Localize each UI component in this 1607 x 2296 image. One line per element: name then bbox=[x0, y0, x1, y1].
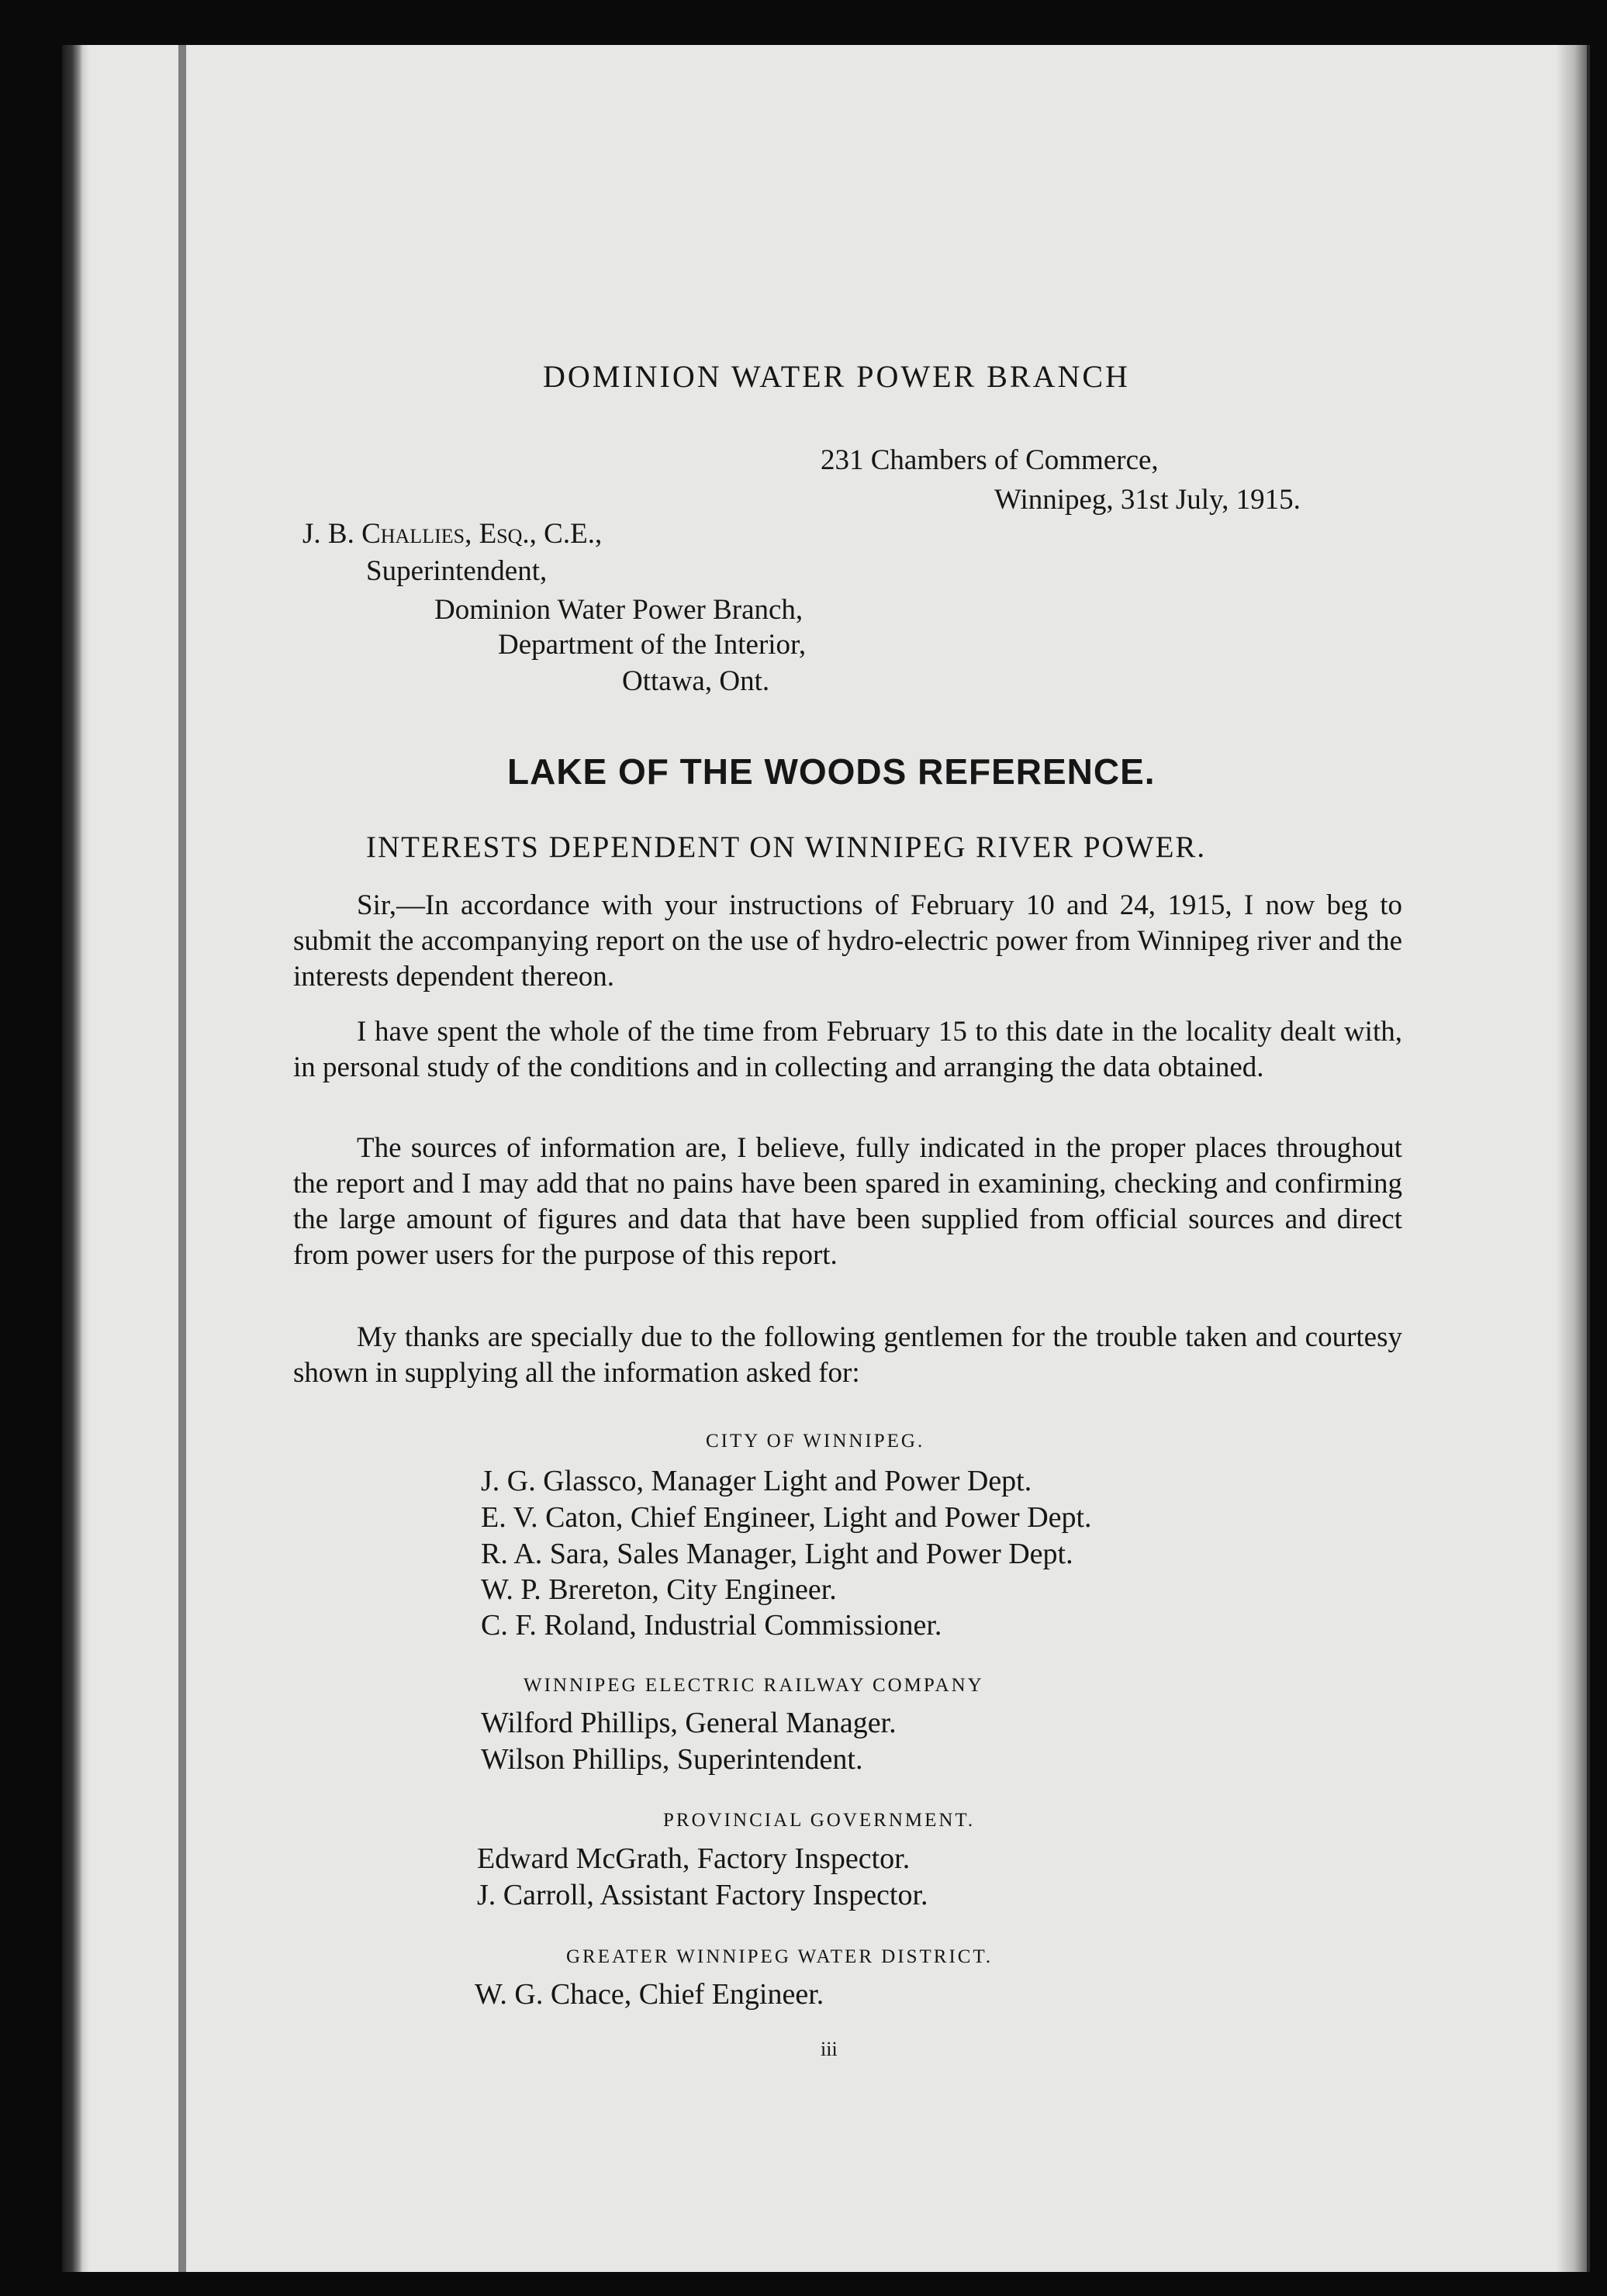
addressee-name: J. B. Challies, Esq., C.E., bbox=[302, 518, 603, 550]
letter-date: Winnipeg, 31st July, 1915. bbox=[994, 484, 1301, 516]
spine-edge bbox=[178, 45, 186, 2272]
page-edge-shadow bbox=[1556, 45, 1587, 2272]
acknowledged-person: W. P. Brereton, City Engineer. bbox=[481, 1573, 837, 1606]
section-heading: CITY OF WINNIPEG. bbox=[706, 1431, 925, 1452]
body-paragraph: The sources of information are, I believe, fully indicated in the proper places throughout the report and I may add that no pains have been spared in examining, checking and confirming the large amount of figures and data that have been supplied from official sources and direct from power users for the purpose of this report. bbox=[293, 1132, 1402, 1271]
addressee-city: Ottawa, Ont. bbox=[622, 665, 770, 697]
body-paragraph: Sir,—In accordance with your instructions of February 10 and 24, 1915, I now beg to submit the accompanying report on the use of hydro-electric power from Winnipeg river and the interests dependent thereon. bbox=[293, 889, 1402, 993]
addressee-branch: Dominion Water Power Branch, bbox=[434, 594, 804, 626]
report-subheading: INTERESTS DEPENDENT ON WINNIPEG RIVER POWER. bbox=[366, 830, 1207, 864]
acknowledged-person: E. V. Caton, Chief Engineer, Light and Power Dept. bbox=[481, 1501, 1092, 1534]
acknowledged-person: J. G. Glassco, Manager Light and Power Dept. bbox=[481, 1465, 1032, 1497]
book-binding-shadow bbox=[62, 45, 233, 2272]
acknowledged-person: J. Carroll, Assistant Factory Inspector. bbox=[477, 1879, 928, 1911]
addressee-title: Superintendent, bbox=[366, 555, 548, 587]
acknowledged-person: C. F. Roland, Industrial Commissioner. bbox=[481, 1609, 942, 1642]
acknowledged-person: Wilford Phillips, General Manager. bbox=[481, 1707, 897, 1739]
body-paragraph: My thanks are specially due to the following gentlemen for the trouble taken and courtesy shown in supplying all the information asked for: bbox=[293, 1321, 1402, 1389]
branch-title: DOMINION WATER POWER BRANCH bbox=[543, 359, 1130, 394]
acknowledged-person: W. G. Chace, Chief Engineer. bbox=[475, 1978, 824, 2011]
page-number: iii bbox=[821, 2038, 838, 2060]
acknowledged-person: Edward McGrath, Factory Inspector. bbox=[477, 1842, 911, 1875]
section-heading: PROVINCIAL GOVERNMENT. bbox=[663, 1810, 976, 1831]
section-heading: WINNIPEG ELECTRIC RAILWAY COMPANY bbox=[524, 1675, 984, 1696]
acknowledged-person: R. A. Sara, Sales Manager, Light and Power Dept. bbox=[481, 1538, 1073, 1570]
body-paragraph: I have spent the whole of the time from February 15 to this date in the locality dealt with, in personal study of the conditions and in collecting and arranging the data obtained. bbox=[293, 1016, 1402, 1083]
report-heading: LAKE OF THE WOODS REFERENCE. bbox=[507, 751, 1156, 792]
acknowledged-person: Wilson Phillips, Superintendent. bbox=[481, 1743, 863, 1776]
section-heading: GREATER WINNIPEG WATER DISTRICT. bbox=[566, 1946, 994, 1967]
addressee-department: Department of the Interior, bbox=[498, 629, 807, 661]
sender-address: 231 Chambers of Commerce, bbox=[821, 444, 1159, 476]
